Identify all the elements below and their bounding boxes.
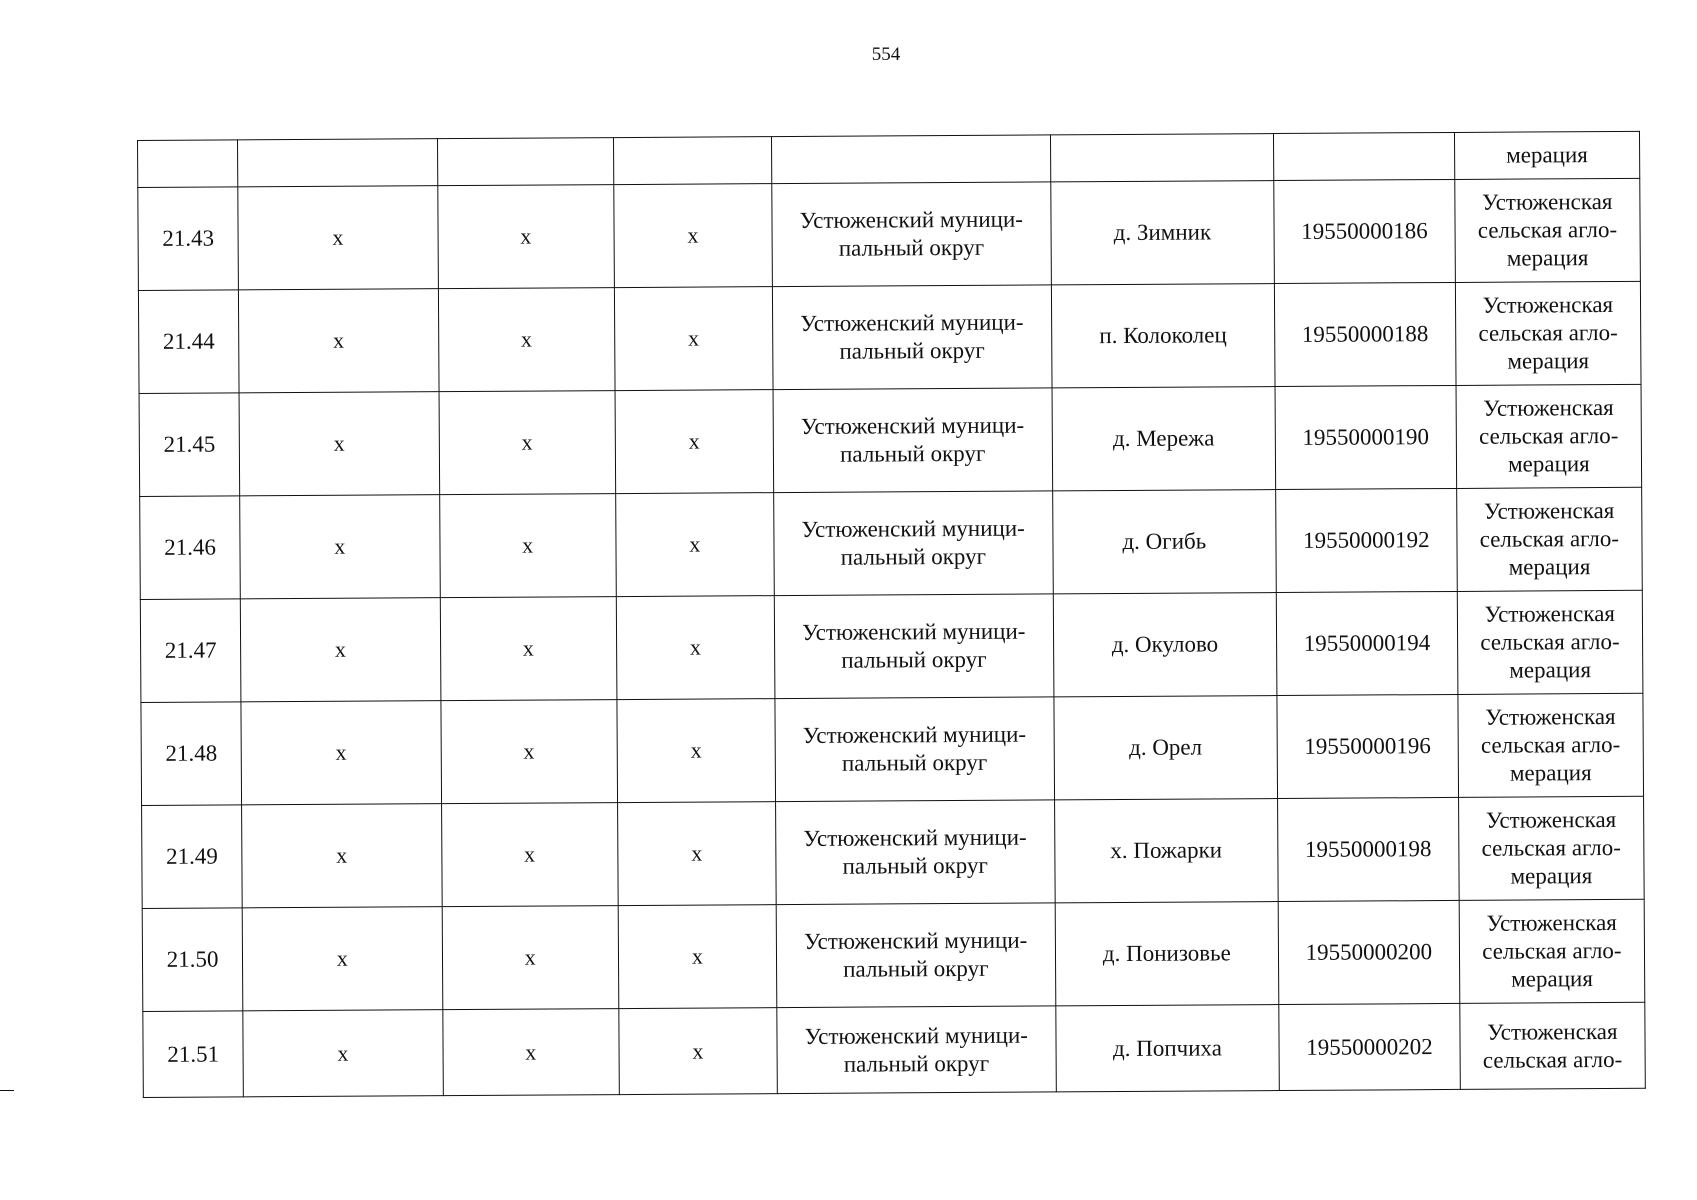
oktmo-code-cell bbox=[1276, 488, 1457, 592]
empty-cell bbox=[771, 135, 1050, 184]
agglomeration-cell-line: мерация bbox=[1507, 451, 1590, 477]
x-mark-cell bbox=[242, 907, 442, 1011]
agglomeration-cell bbox=[1456, 487, 1642, 591]
agglomeration-cell-line: сельская агло- bbox=[1480, 628, 1620, 655]
agglomeration-cell: мерация bbox=[1454, 131, 1640, 179]
municipality-cell-line: Устюженский муници- bbox=[804, 1022, 1028, 1049]
row-number-cell bbox=[138, 290, 239, 394]
settlements-table bbox=[137, 131, 1646, 1098]
x-mark-cell bbox=[241, 598, 441, 702]
agglomeration-cell bbox=[1456, 384, 1642, 488]
agglomeration-cell-line: сельская агло- bbox=[1480, 731, 1621, 758]
settlement-cell bbox=[1051, 284, 1275, 388]
table-row bbox=[143, 1002, 1645, 1097]
table-row bbox=[138, 178, 1641, 290]
x-mark-cell bbox=[618, 905, 777, 1009]
row-number-cell-line: 21.43 bbox=[162, 225, 215, 251]
agglomeration-cell-line: Устюженская bbox=[1483, 497, 1615, 524]
x-mark-cell bbox=[440, 700, 617, 804]
x-mark-cell-line: х bbox=[332, 224, 344, 250]
margin-mark bbox=[0, 1090, 14, 1091]
empty-cell bbox=[613, 137, 771, 185]
agglomeration-cell bbox=[1455, 178, 1641, 282]
table-row bbox=[138, 281, 1641, 393]
x-mark-cell-line: х bbox=[688, 428, 700, 454]
municipality-cell-line: пальный округ bbox=[841, 646, 987, 673]
empty-cell bbox=[1273, 132, 1454, 180]
municipality-cell bbox=[772, 285, 1051, 390]
row-number-cell-line: 21.51 bbox=[167, 1041, 220, 1067]
municipality-cell bbox=[774, 491, 1053, 596]
agglomeration-cell-line: Устюженская bbox=[1487, 1018, 1618, 1045]
x-mark-cell-line: х bbox=[687, 222, 699, 248]
row-number-cell bbox=[142, 908, 243, 1012]
x-mark-cell bbox=[243, 1010, 443, 1097]
x-mark-cell-line: х bbox=[524, 944, 536, 970]
x-mark-cell bbox=[614, 184, 773, 288]
municipality-cell-line: пальный округ bbox=[839, 337, 985, 364]
x-mark-cell bbox=[442, 1009, 619, 1096]
x-mark-cell bbox=[439, 494, 616, 598]
agglomeration-cell bbox=[1458, 693, 1644, 797]
x-mark-cell-line: х bbox=[521, 429, 533, 455]
agglomeration-cell-line: мерация bbox=[1509, 657, 1592, 683]
x-mark-cell bbox=[616, 493, 775, 597]
oktmo-code-cell-line: 19550000194 bbox=[1303, 630, 1431, 656]
oktmo-code-cell bbox=[1276, 591, 1457, 695]
oktmo-code-cell-line: 19550000200 bbox=[1305, 939, 1433, 965]
agglomeration-cell-line: Устюженская bbox=[1484, 600, 1616, 627]
x-mark-cell-line: х bbox=[690, 737, 702, 763]
municipality-cell-line: Устюженский муници- bbox=[801, 515, 1025, 542]
table-container bbox=[137, 131, 1646, 1098]
x-mark-cell-line: х bbox=[334, 636, 347, 662]
empty-cell bbox=[437, 138, 614, 186]
municipality-cell bbox=[774, 594, 1053, 699]
agglomeration-cell bbox=[1460, 1002, 1646, 1089]
x-mark-cell bbox=[240, 495, 440, 599]
municipality-cell-line: Устюженский муници- bbox=[800, 412, 1025, 439]
x-mark-cell-line: х bbox=[336, 842, 348, 868]
municipality-cell-line: Устюженский муници- bbox=[802, 721, 1027, 748]
agglomeration-cell-line: Устюженская bbox=[1483, 394, 1614, 421]
empty-cell bbox=[138, 140, 238, 188]
oktmo-code-cell-line: 19550000192 bbox=[1303, 527, 1430, 553]
settlement-cell-line: д. Попчиха bbox=[1112, 1034, 1222, 1061]
x-mark-cell bbox=[618, 802, 777, 906]
settlement-cell-line: п. Колоколец bbox=[1099, 322, 1227, 349]
municipality-cell bbox=[776, 903, 1055, 1008]
agglomeration-cell-line: Устюженская bbox=[1482, 188, 1613, 215]
row-number-cell-line: 21.48 bbox=[165, 740, 218, 766]
settlement-cell-line: д. Орел bbox=[1128, 734, 1203, 760]
municipality-cell bbox=[775, 697, 1054, 802]
municipality-cell bbox=[775, 800, 1054, 905]
x-mark-cell bbox=[614, 287, 773, 391]
agglomeration-cell bbox=[1455, 281, 1641, 385]
row-number-cell bbox=[140, 599, 241, 703]
oktmo-code-cell-line: 19550000186 bbox=[1301, 218, 1428, 244]
municipality-cell-line: пальный округ bbox=[840, 543, 987, 570]
agglomeration-cell-line: мерация bbox=[1507, 348, 1590, 374]
municipality-cell-line: Устюженский муници- bbox=[799, 206, 1023, 233]
municipality-cell-line: Устюженский муници- bbox=[802, 618, 1026, 645]
x-mark-cell-line: х bbox=[692, 1038, 704, 1064]
agglomeration-cell-line: мерация bbox=[1509, 760, 1592, 786]
row-number-cell-line: 21.50 bbox=[166, 946, 219, 972]
x-mark-cell-line: х bbox=[337, 1040, 349, 1066]
table-row bbox=[139, 384, 1642, 496]
agglomeration-cell-line: мерация bbox=[1511, 966, 1593, 992]
x-mark-cell-line: х bbox=[523, 738, 535, 764]
settlement-cell bbox=[1055, 902, 1279, 1006]
settlement-cell-line: д. Мережа bbox=[1112, 425, 1215, 452]
x-mark-cell-line: х bbox=[691, 840, 703, 866]
x-mark-cell bbox=[239, 392, 439, 496]
x-mark-cell bbox=[438, 288, 615, 392]
settlement-cell-line: д. Окулово bbox=[1111, 631, 1219, 658]
oktmo-code-cell bbox=[1278, 797, 1459, 901]
x-mark-cell bbox=[239, 289, 439, 393]
municipality-cell-line: пальный округ bbox=[842, 852, 988, 879]
oktmo-code-cell-line: 19550000196 bbox=[1304, 733, 1431, 759]
settlement-cell bbox=[1050, 181, 1274, 285]
table-row bbox=[140, 590, 1643, 702]
row-number-cell bbox=[139, 393, 240, 497]
settlement-cell-line: х. Пожарки bbox=[1110, 837, 1223, 864]
x-mark-cell-line: х bbox=[691, 943, 703, 969]
agglomeration-cell-line: мерация bbox=[1506, 245, 1589, 271]
municipality-cell-line: пальный округ bbox=[843, 955, 989, 982]
x-mark-cell-line: х bbox=[520, 326, 533, 352]
agglomeration-cell-line: Устюженская bbox=[1485, 806, 1617, 833]
x-mark-cell-line: х bbox=[689, 634, 702, 660]
municipality-cell-line: Устюженский муници- bbox=[803, 824, 1027, 851]
row-number-cell-line: 21.45 bbox=[163, 431, 216, 457]
agglomeration-cell-line: сельская агло- bbox=[1482, 1046, 1623, 1073]
agglomeration-cell-line: Устюженская bbox=[1486, 909, 1617, 936]
oktmo-code-cell-line: 19550000190 bbox=[1302, 424, 1430, 450]
settlement-cell-line: д. Огибь bbox=[1122, 528, 1207, 554]
x-mark-cell-line: х bbox=[524, 841, 536, 867]
oktmo-code-cell bbox=[1274, 282, 1455, 386]
oktmo-code-cell bbox=[1275, 385, 1456, 489]
oktmo-code-cell bbox=[1279, 1003, 1460, 1090]
agglomeration-cell-line: мерация bbox=[1508, 554, 1591, 580]
municipality-cell bbox=[777, 1006, 1056, 1094]
agglomeration-cell-line: сельская агло- bbox=[1477, 216, 1618, 243]
municipality-cell-line: пальный округ bbox=[841, 749, 988, 776]
agglomeration-cell bbox=[1458, 796, 1644, 900]
x-mark-cell-line: х bbox=[688, 325, 700, 351]
x-mark-cell-line: х bbox=[334, 533, 346, 559]
x-mark-cell-line: х bbox=[525, 1039, 537, 1065]
agglomeration-cell-line: мерация bbox=[1510, 863, 1593, 889]
x-mark-cell bbox=[617, 699, 776, 803]
municipality-cell-line: пальный округ bbox=[839, 440, 986, 467]
agglomeration-cell-line: сельская агло- bbox=[1478, 422, 1619, 449]
table-row bbox=[140, 487, 1643, 599]
table-row bbox=[141, 693, 1644, 805]
municipality-cell bbox=[772, 182, 1051, 287]
x-mark-cell-line: х bbox=[520, 223, 532, 249]
row-number-cell bbox=[143, 1011, 244, 1098]
row-number-cell bbox=[138, 187, 239, 291]
row-number-cell bbox=[142, 805, 243, 909]
page-number: 554 bbox=[871, 44, 901, 65]
x-mark-cell-line: х bbox=[333, 430, 345, 456]
x-mark-cell bbox=[238, 186, 438, 290]
agglomeration-cell-line: Устюженская bbox=[1485, 703, 1616, 730]
oktmo-code-cell bbox=[1278, 900, 1459, 1004]
municipality-cell-line: Устюженский муници- bbox=[800, 309, 1024, 336]
x-mark-cell bbox=[437, 185, 614, 289]
settlement-cell-line: д. Зимник bbox=[1113, 219, 1212, 246]
settlement-cell-line: д. Понизовье bbox=[1102, 940, 1231, 967]
settlement-cell bbox=[1054, 696, 1278, 800]
empty-cell bbox=[1050, 134, 1274, 182]
x-mark-cell bbox=[440, 597, 617, 701]
agglomeration-cell-line: сельская агло- bbox=[1481, 834, 1621, 861]
x-mark-cell bbox=[441, 803, 618, 907]
table-body bbox=[138, 131, 1646, 1097]
settlement-cell bbox=[1054, 799, 1278, 903]
x-mark-cell-line: х bbox=[333, 327, 345, 353]
municipality-cell-line: пальный округ bbox=[838, 234, 985, 261]
x-mark-cell bbox=[615, 390, 774, 494]
empty-cell bbox=[238, 139, 438, 187]
x-mark-cell bbox=[439, 391, 616, 495]
row-number-cell-line: 21.47 bbox=[164, 637, 217, 663]
agglomeration-cell bbox=[1459, 899, 1645, 1003]
x-mark-cell bbox=[242, 804, 442, 908]
table-row bbox=[142, 796, 1645, 908]
oktmo-code-cell-line: 19550000198 bbox=[1304, 836, 1432, 862]
row-number-cell-line: 21.44 bbox=[162, 328, 215, 354]
x-mark-cell-line: х bbox=[689, 531, 701, 557]
x-mark-cell-line: х bbox=[522, 635, 534, 661]
row-number-cell-line: 21.46 bbox=[164, 534, 217, 560]
agglomeration-cell bbox=[1457, 590, 1643, 694]
row-number-cell bbox=[140, 496, 241, 600]
table-row bbox=[142, 899, 1645, 1011]
agglomeration-cell-line: сельская агло- bbox=[1482, 937, 1622, 964]
oktmo-code-cell-line: 19550000188 bbox=[1301, 321, 1429, 347]
settlement-cell bbox=[1052, 387, 1276, 491]
municipality-cell-line: Устюженский муници- bbox=[804, 927, 1028, 954]
x-mark-cell-line: х bbox=[336, 945, 348, 971]
row-number-cell-line: 21.49 bbox=[166, 843, 218, 869]
settlement-cell bbox=[1056, 1005, 1280, 1092]
municipality-cell bbox=[773, 388, 1052, 493]
oktmo-code-cell bbox=[1274, 179, 1455, 283]
settlement-cell bbox=[1052, 490, 1276, 594]
municipality-cell-line: пальный округ bbox=[843, 1050, 990, 1077]
oktmo-code-cell bbox=[1277, 694, 1458, 798]
agglomeration-cell-line: сельская агло- bbox=[1479, 525, 1620, 552]
x-mark-cell-line: х bbox=[522, 532, 534, 558]
x-mark-cell bbox=[619, 1008, 777, 1095]
x-mark-cell bbox=[442, 906, 619, 1010]
x-mark-cell-line: х bbox=[335, 739, 347, 765]
settlement-cell bbox=[1053, 593, 1277, 697]
oktmo-code-cell-line: 19550000202 bbox=[1306, 1033, 1433, 1060]
agglomeration-cell-line: сельская агло- bbox=[1478, 319, 1618, 346]
x-mark-cell bbox=[616, 596, 775, 700]
agglomeration-cell-line: Устюженская bbox=[1482, 291, 1614, 318]
x-mark-cell bbox=[241, 701, 441, 805]
row-number-cell bbox=[141, 702, 242, 806]
